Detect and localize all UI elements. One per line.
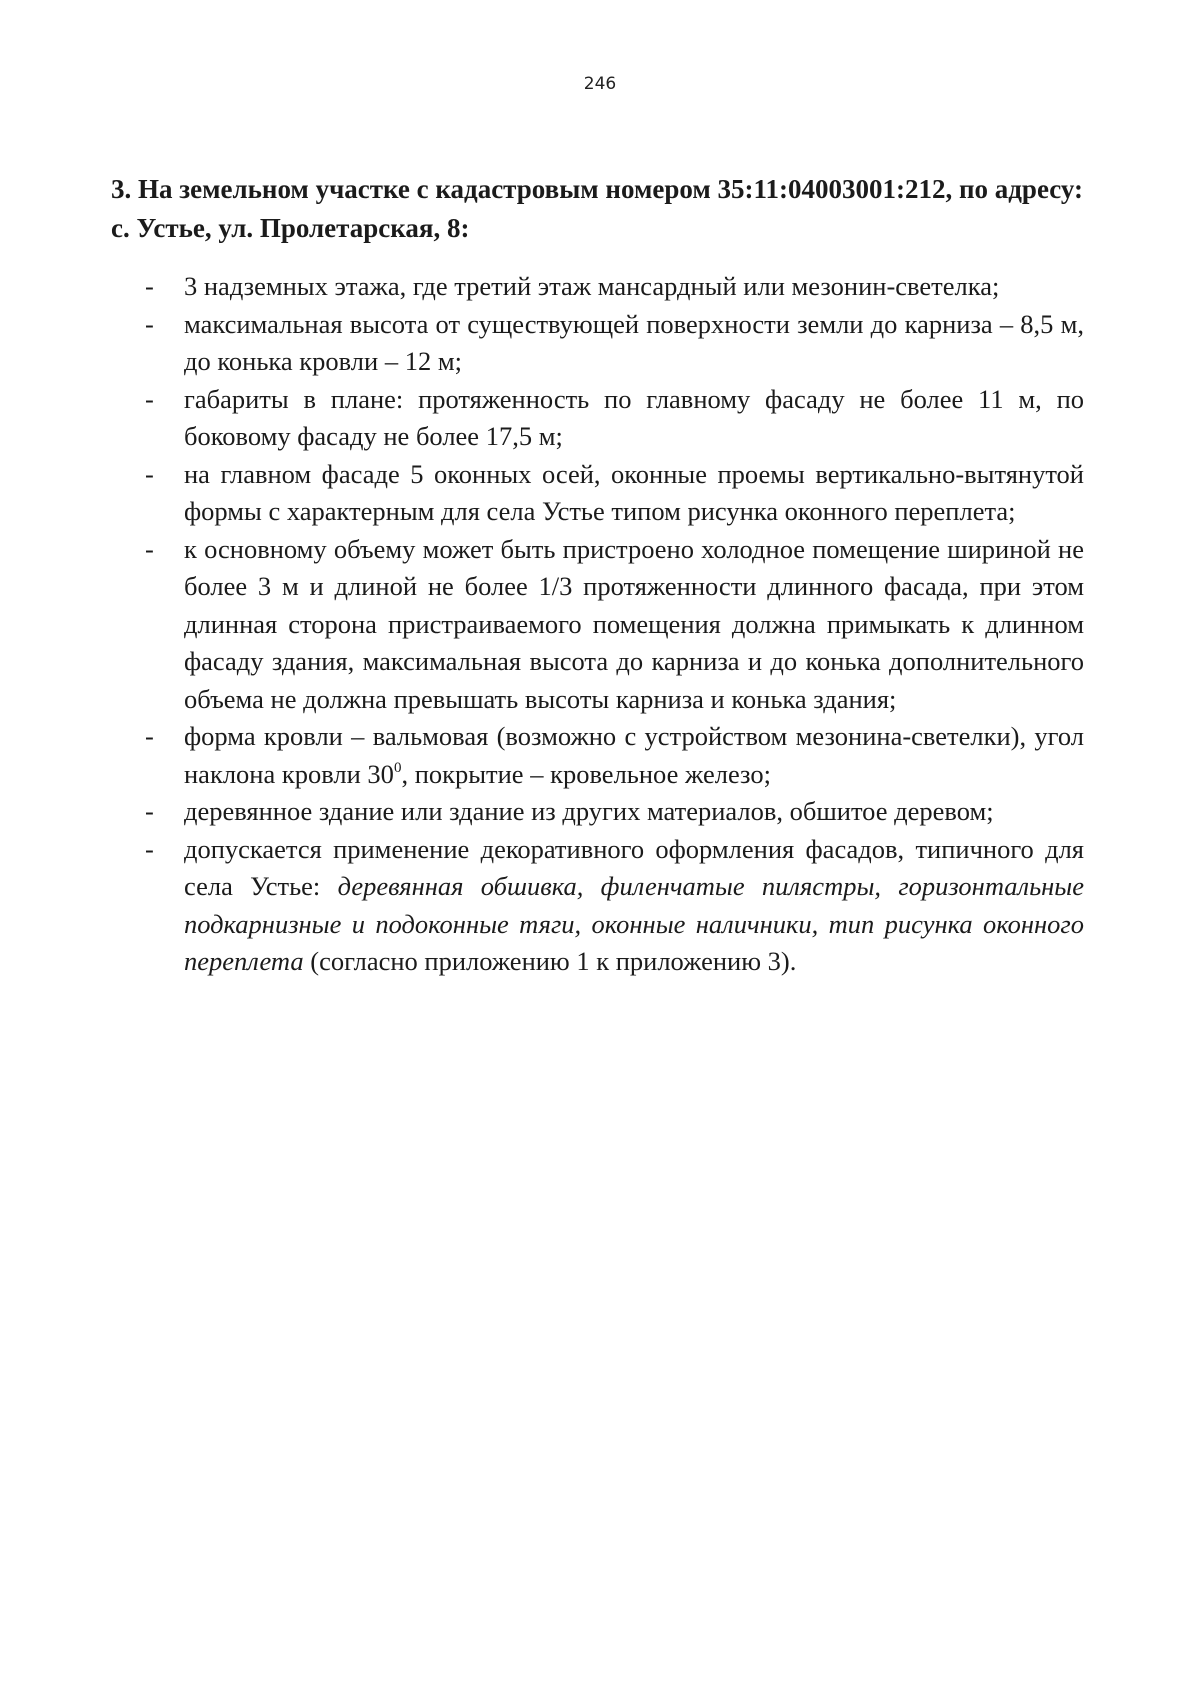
list-item-text: габариты в плане: протяженность по главному фасаду не более 11 м, по боковому фасаду не более 17,5 м; — [184, 383, 1084, 451]
list-bullet: - — [145, 833, 154, 864]
list-item — [145, 306, 1084, 381]
list-item — [145, 268, 1084, 306]
list-item — [145, 381, 1084, 456]
list-bullet: - — [145, 721, 154, 751]
list-item — [145, 793, 1084, 831]
requirements-list — [145, 268, 1084, 981]
list-item-italic-text: деревянная обшивка, филенчатые пилястры, горизонтальные подкарнизные и подоконные тяги, оконные наличники, тип рисунка оконного переплета — [184, 871, 1084, 976]
list-item-text: максимальная высота от существующей поверхности земли до карниза – 8,5 м, до конька кровли – 12 м; — [184, 308, 1084, 376]
list-bullet: - — [145, 796, 154, 826]
list-item-text: на главном фасаде 5 оконных осей, оконные проемы вертикально-вытянутой формы с характерным для села Устье типом рисунка оконного переплета; — [184, 458, 1084, 526]
list-bullet: - — [145, 533, 154, 564]
list-item — [145, 531, 1084, 719]
list-bullet: - — [145, 458, 154, 489]
list-bullet: - — [145, 383, 154, 414]
list-item-text: 3 надземных этажа, где третий этаж мансардный или мезонин-светелка; — [184, 271, 1000, 301]
list-item-text: , покрытие – кровельное железо; — [401, 758, 771, 789]
list-item-text: к основному объему может быть пристроено холодное помещение шириной не более 3 м и длиной не более 1/3 протяженности длинного фасада, при этом длинная сторона пристраиваемого помещения должна примыкать к длинном фасаду здания, максимальная высота до карниза и до конька дополнительного объема не должна превышать высоты карниза и конька здания; — [184, 533, 1084, 714]
page-number: 246 — [583, 74, 617, 94]
list-bullet: - — [145, 308, 154, 339]
list-item-text: форма кровли – вальмовая (возможно с устройством мезонина-светелки), угол наклона кровли 30 — [184, 721, 1084, 789]
list-item — [145, 456, 1084, 531]
list-item — [145, 718, 1084, 793]
superscript-degree: 0 — [393, 759, 402, 776]
list-bullet: - — [145, 271, 154, 301]
list-item-text: деревянное здание или здание из других материалов, обшитое деревом; — [184, 796, 994, 826]
list-item — [145, 831, 1084, 981]
list-item-text: (согласно приложению 1 к приложению 3). — [303, 946, 797, 976]
list-item-text: допускается применение декоративного оформления фасадов, типичного для села Устье: — [184, 833, 1084, 901]
section-heading: 3. На земельном участке с кадастровым номером 35:11:04003001:212, по адресу: с. Устье, ул. Пролетарская, 8: — [111, 174, 1084, 243]
